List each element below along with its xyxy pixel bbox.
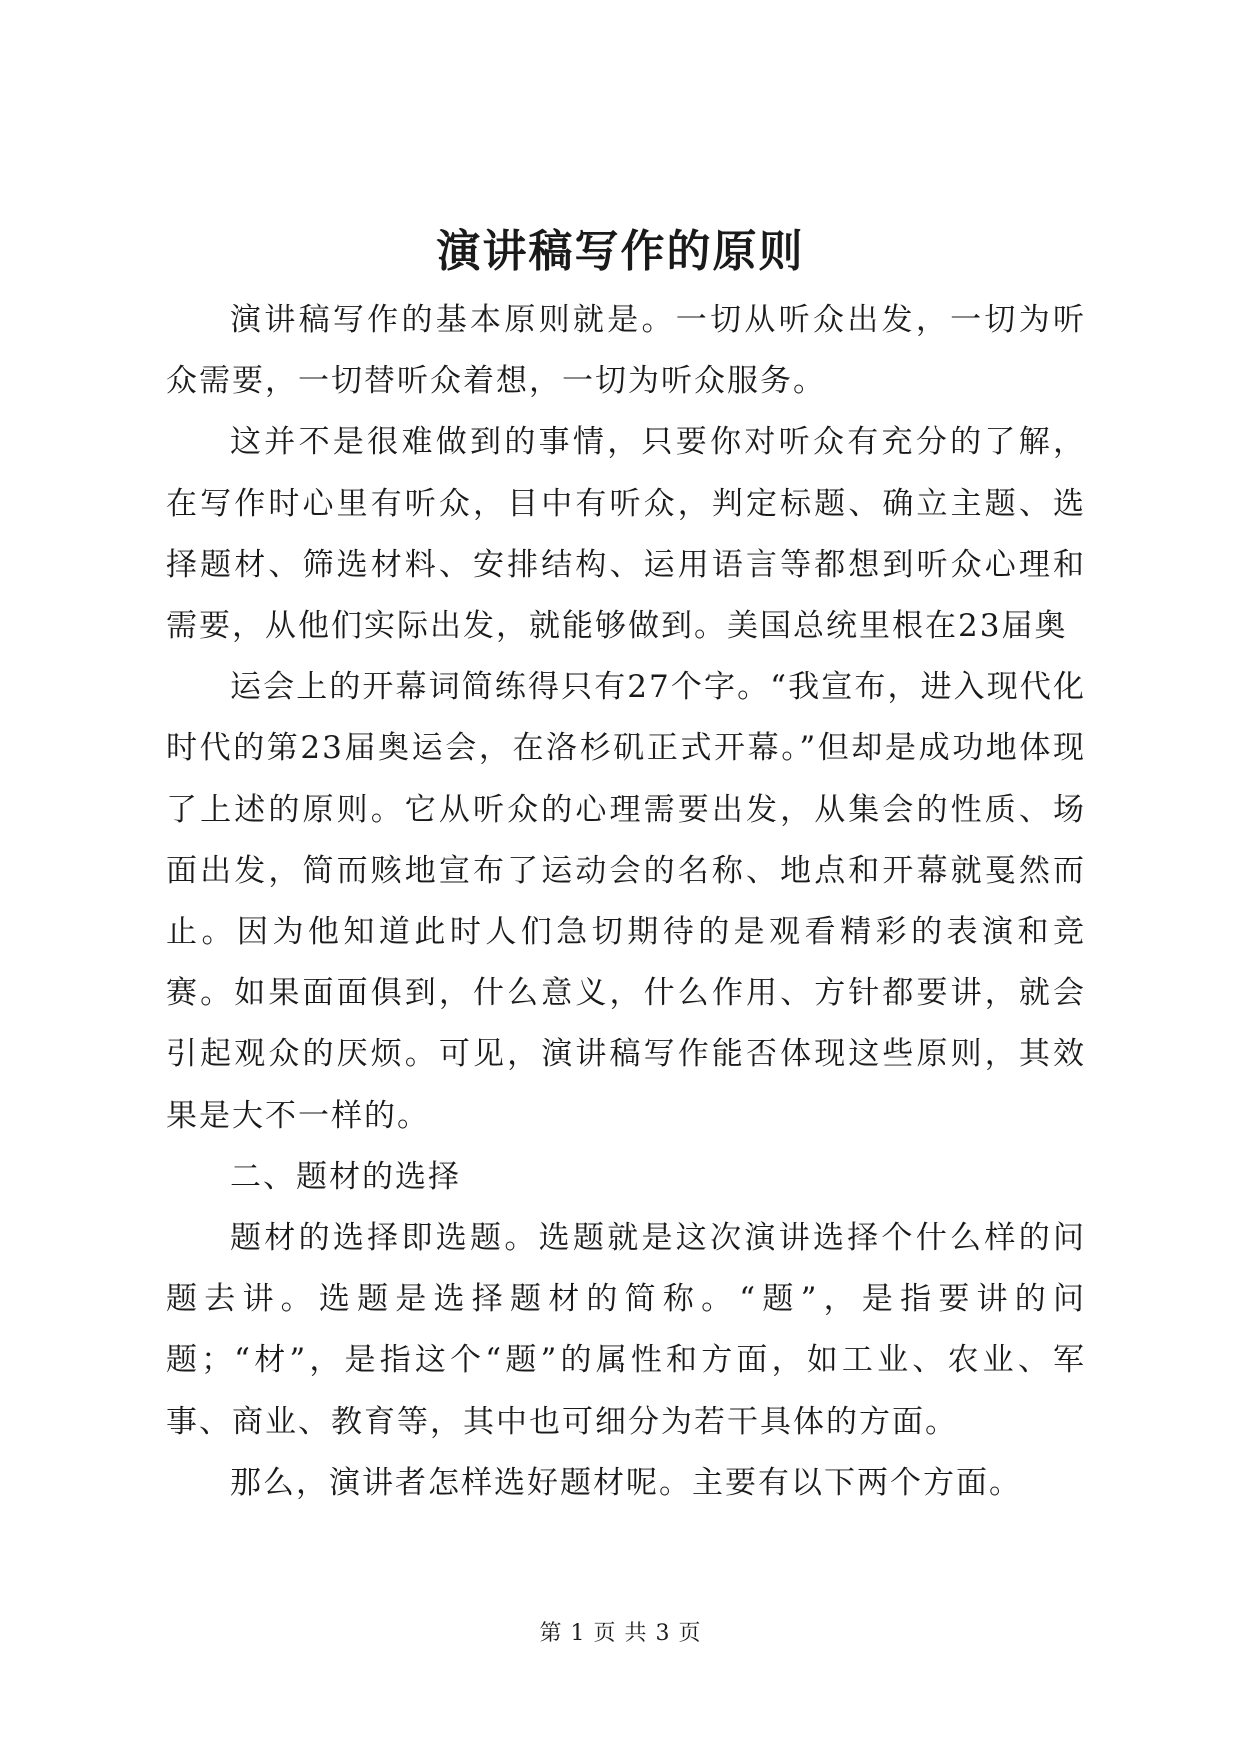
- paragraph: 运会上的开幕词简练得只有27个字。“我宣布，进入现代化时代的第23届奥运会，在洛杉矶正式开幕。”但却是成功地体现了上述的原则。它从听众的心理需要出发，从集会的性质、场面出发，简而赅地宣布了运动会的名称、地点和开幕就戛然而止。因为他知道此时人们急切期待的是观看精彩的表演和竞赛。如果面面俱到，什么意义，什么作用、方针都要讲，就会引起观众的厌烦。可见，演讲稿写作能否体现这些原则，其效果是大不一样的。: [166, 669, 1086, 1134]
- paragraph: 那么，演讲者怎样选好题材呢。主要有以下两个方面。: [230, 1464, 1022, 1501]
- paragraph: 演讲稿写作的基本原则就是。一切从听众出发，一切为听众需要，一切替听众着想，一切为听众服务。: [166, 302, 1086, 400]
- document-body: [166, 290, 1086, 1514]
- paragraph: 题材的选择即选题。选题就是这次演讲选择个什么样的问题去讲。选题是选择题材的简称。“题”，是指要讲的问题；“材”，是指这个“题”的属性和方面，如工业、农业、军事、商业、教育等，其中也可细分为若干具体的方面。: [166, 1220, 1086, 1440]
- paragraph: 这并不是很难做到的事情，只要你对听众有充分的了解，在写作时心里有听众，目中有听众，判定标题、确立主题、选择题材、筛选材料、安排结构、运用语言等都想到听众心理和需要，从他们实际出发，就能够做到。美国总统里根在23届奥: [166, 424, 1086, 645]
- page-number-footer: 第 1 页 共 3 页: [539, 1621, 702, 1646]
- document-title: 演讲稿写作的原则: [436, 226, 805, 277]
- section-heading: 二、题材的选择: [230, 1158, 461, 1195]
